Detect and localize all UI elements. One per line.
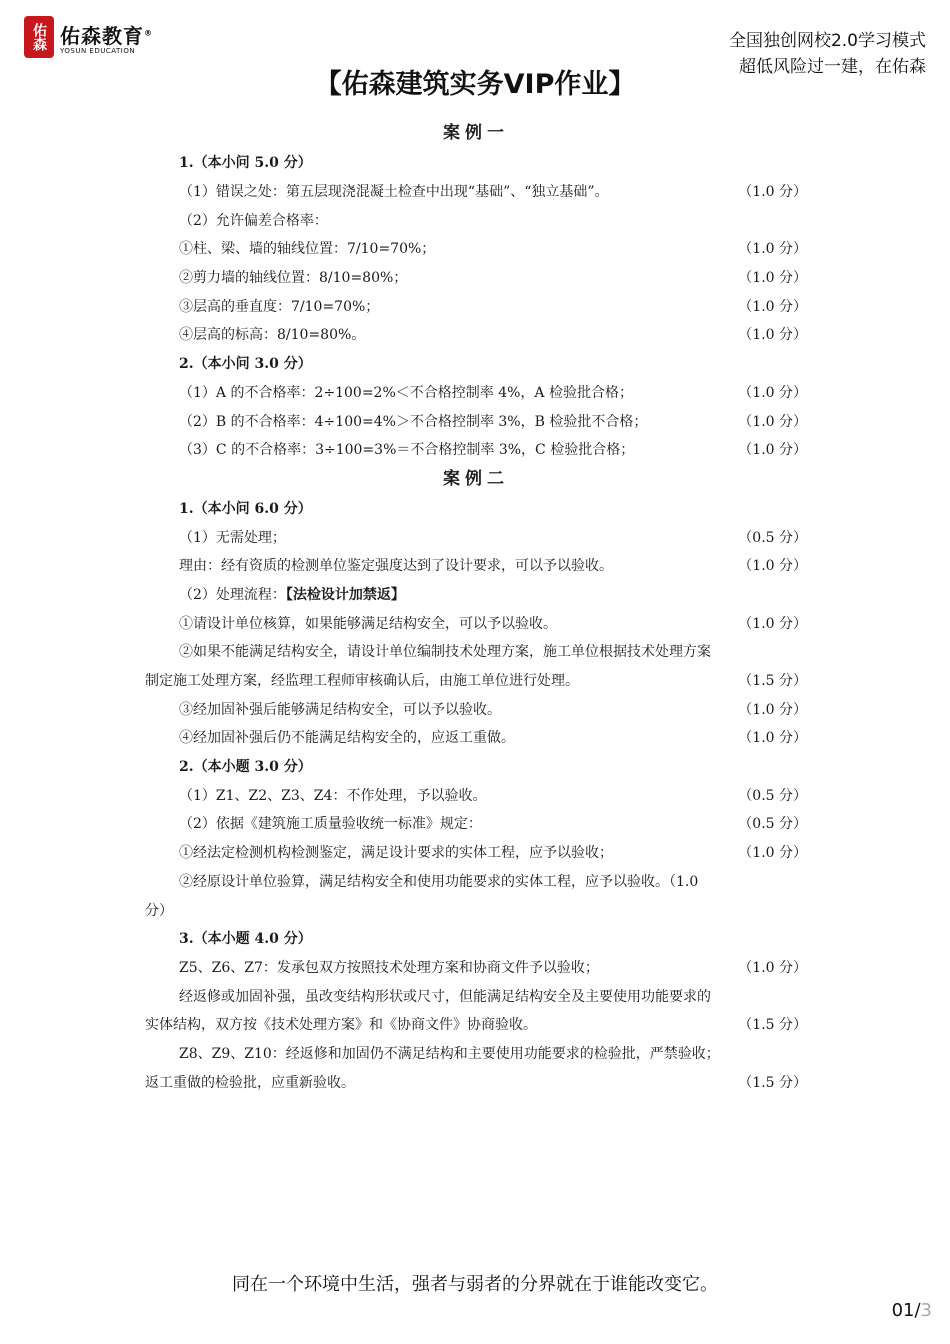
case-2-q1-line: 理由：经有资质的检测单位鉴定强度达到了设计要求，可以予以验收。 （1.0 分）: [179, 558, 807, 575]
case-2-q1-line: ③经加固补强后能够满足结构安全，可以予以验收。 （1.0 分）: [179, 701, 807, 718]
case-1-q1-heading: 1.（本小问 5.0 分）: [179, 155, 312, 172]
case-2-q2-heading: 2.（本小题 3.0 分）: [179, 759, 312, 776]
slogan-line-1: 全国独创网校2.0学习模式: [728, 31, 926, 51]
case-2-q3-line: Z8、Z9、Z10：经返修和加固仍不满足结构和主要使用功能要求的检验批，严禁验收；: [179, 1045, 720, 1062]
case-2-q2-line: ①经法定检测机构检测鉴定，满足设计要求的实体工程，应予以验收； （1.0 分）: [179, 845, 807, 862]
case-2-q2-line: ②经原设计单位验算，满足结构安全和使用功能要求的实体工程，应予以验收。（1.0: [179, 873, 699, 890]
case-2-q2-line: （2）依据《建筑施工质量验收统一标准》规定： （0.5 分）: [179, 816, 807, 833]
case-1-q2-line: （2）B 的不合格率：4÷100=4%＞不合格控制率 3%，B 检验批不合格； （1.0 分）: [179, 413, 807, 430]
case-2-q3-line: 实体结构，双方按《技术处理方案》和《协商文件》协商验收。 （1.5 分）: [145, 1017, 807, 1034]
case-2-q2-line: （1）Z1、Z2、Z3、Z4：不作处理，予以验收。 （0.5 分）: [179, 787, 807, 804]
case-2-q3-line: 返工重做的检验批，应重新验收。 （1.5 分）: [145, 1074, 807, 1091]
case-1-q1-line: （1）错误之处：第五层现浇混凝土检查中出现“基础”、“独立基础”。 （1.0 分）: [179, 184, 807, 201]
page-number: 01/3: [891, 1300, 932, 1321]
case-1-q1-line: （2）允许偏差合格率：: [179, 212, 328, 229]
logo: [24, 16, 153, 58]
logo-en: YOSUN EDUCATION: [60, 46, 136, 55]
case-2-title: 案例二: [443, 468, 509, 489]
logo-cn: 佑森教育: [60, 23, 144, 48]
case-2-q3-line: Z5、Z6、Z7：发承包双方按照技术处理方案和协商文件予以验收； （1.0 分）: [179, 959, 807, 976]
page-title: 【佑森建筑实务VIP作业】: [314, 69, 636, 100]
case-1-title: 案例一: [443, 123, 509, 143]
case-2-q1-line: （1）无需处理； （0.5 分）: [179, 529, 807, 546]
logo-mark-icon: 佑森: [24, 16, 54, 58]
case-2-q1-line: ②如果不能满足结构安全，请设计单位编制技术处理方案，施工单位根据技术处理方案: [179, 644, 711, 661]
case-1-q2-line: （1）A 的不合格率：2÷100=2%＜不合格控制率 4%，A 检验批合格； （1.0 分）: [179, 384, 807, 401]
case-2-q3-line: 经返修或加固补强，虽改变结构形状或尺寸，但能满足结构安全及主要使用功能要求的: [179, 988, 711, 1005]
case-1-q2-line: （3）C 的不合格率：3÷100=3%＝不合格控制率 3%，C 检验批合格； （1.0 分）: [179, 442, 807, 459]
case-2-q1-line: ①请设计单位核算，如果能够满足结构安全，可以予以验收。 （1.0 分）: [179, 615, 807, 632]
case-1-q1-line: ④层高的标高：8/10=80%。 （1.0 分）: [179, 327, 807, 344]
logo-text: 佑森教育® YOSUN EDUCATION: [60, 23, 153, 55]
case-1-q2-heading: 2.（本小问 3.0 分）: [179, 356, 312, 373]
case-2-q2-line: 分）: [145, 902, 173, 919]
case-2-q1-heading: 1.（本小问 6.0 分）: [179, 500, 312, 517]
case-2-q3-heading: 3.（本小题 4.0 分）: [179, 931, 312, 948]
case-2-q1-line: （2）处理流程：【法检设计加禁返】: [179, 586, 405, 603]
case-2-q1-line: 制定施工处理方案，经监理工程师审核确认后，由施工单位进行处理。 （1.5 分）: [145, 673, 807, 690]
case-1-q1-line: ②剪力墙的轴线位置：8/10=80%； （1.0 分）: [179, 270, 807, 287]
slogan-line-2: 超低风险过一建，在佑森: [739, 57, 926, 77]
case-1-q1-line: ①柱、梁、墙的轴线位置：7/10=70%； （1.0 分）: [179, 241, 807, 258]
document-body: [145, 118, 807, 1096]
case-2-q1-line: ④经加固补强后仍不能满足结构安全的，应返工重做。 （1.0 分）: [179, 730, 807, 747]
case-1-q1-line: ③层高的垂直度：7/10=70%； （1.0 分）: [179, 298, 807, 315]
footer-quote: 同在一个环境中生活，强者与弱者的分界就在于谁能改变它。: [232, 1274, 718, 1295]
